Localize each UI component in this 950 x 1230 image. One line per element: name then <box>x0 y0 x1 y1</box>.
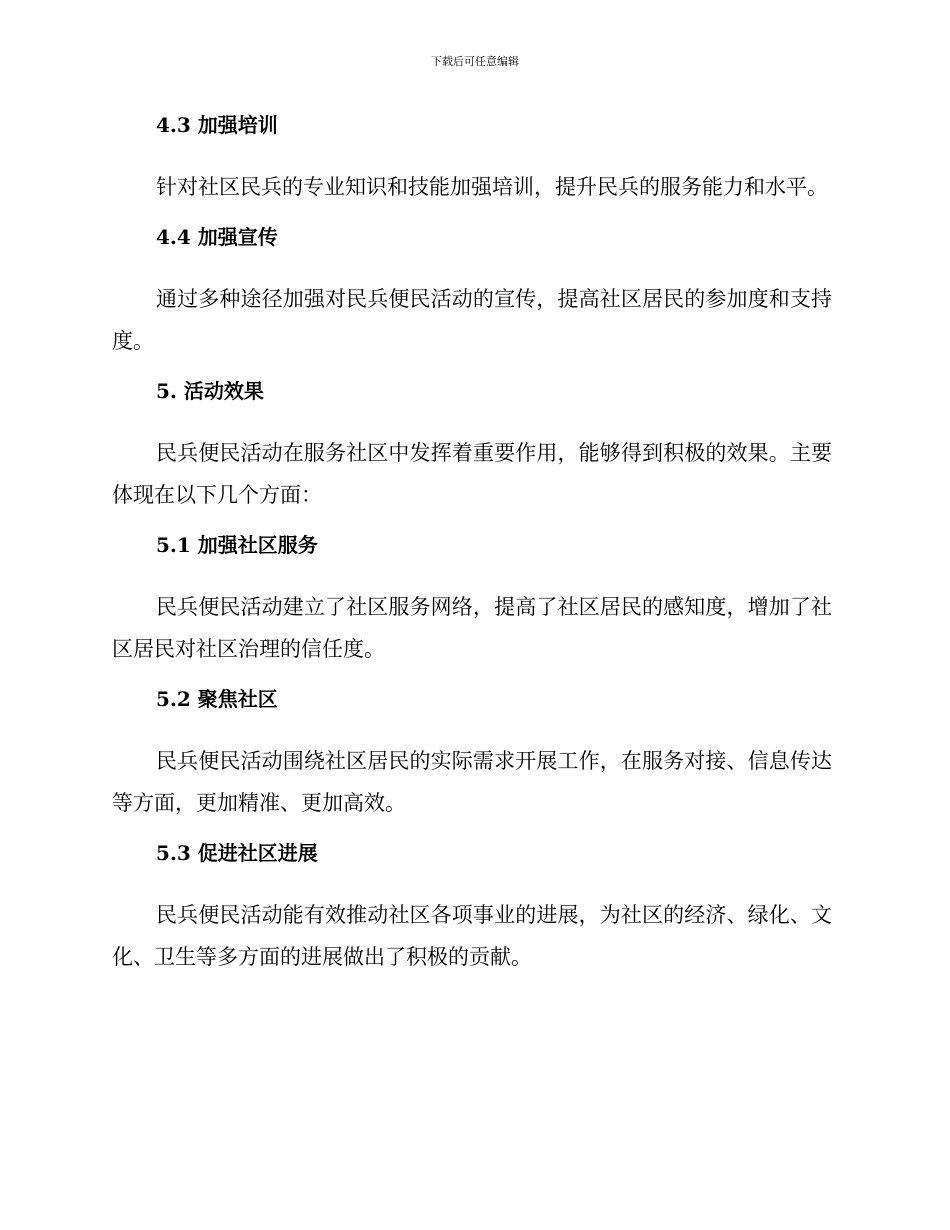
document-body <box>112 110 832 992</box>
section-5 <box>112 376 832 516</box>
section-paragraph: 民兵便民活动能有效推动社区各项事业的进展，为社区的经济、绿化、文化、卫生等多方面的进展做出了积极的贡献。 <box>112 903 832 969</box>
section-5-1 <box>112 530 832 670</box>
section-heading: 4.4 加强宣传 <box>156 225 278 249</box>
section-heading: 5. 活动效果 <box>156 379 264 403</box>
section-heading: 5.2 聚焦社区 <box>156 687 278 711</box>
section-paragraph: 民兵便民活动围绕社区居民的实际需求开展工作，在服务对接、信息传达等方面，更加精准、更加高效。 <box>112 749 832 815</box>
section-paragraph: 民兵便民活动在服务社区中发挥着重要作用，能够得到积极的效果。主要体现在以下几个方面： <box>112 441 832 507</box>
section-paragraph: 通过多种途径加强对民兵便民活动的宣传，提高社区居民的参加度和支持度。 <box>112 287 832 353</box>
section-5-3 <box>112 838 832 978</box>
section-heading: 5.1 加强社区服务 <box>156 533 318 557</box>
section-5-2 <box>112 684 832 824</box>
section-heading: 4.3 加强培训 <box>156 113 278 137</box>
page-header: 下载后可任意编辑 <box>431 55 519 68</box>
section-heading: 5.3 促进社区进展 <box>156 841 318 865</box>
section-4-4 <box>112 222 832 362</box>
section-paragraph: 民兵便民活动建立了社区服务网络，提高了社区居民的感知度，增加了社区居民对社区治理的信任度。 <box>112 595 832 661</box>
section-4-3 <box>112 110 832 208</box>
section-paragraph: 针对社区民兵的专业知识和技能加强培训，提升民兵的服务能力和水平。 <box>156 175 828 199</box>
